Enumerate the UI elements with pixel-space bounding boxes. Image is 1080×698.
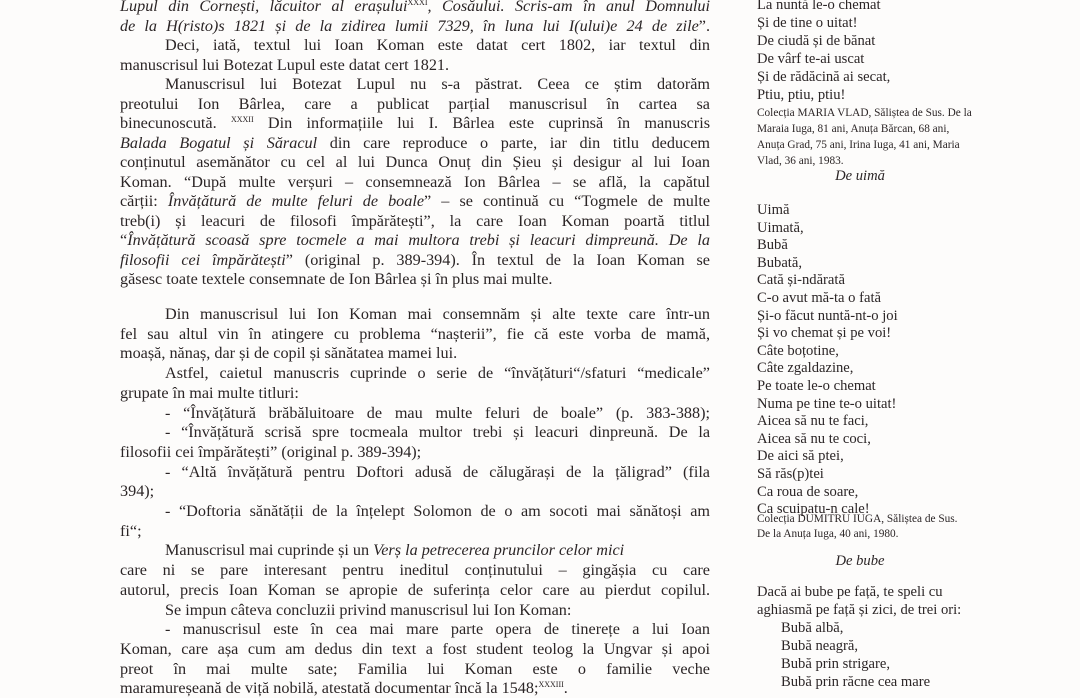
text-segment: , Cosăului. Scris-am în anul Domnului — [427, 0, 711, 15]
verse-line: Și de tine o uitat! — [757, 15, 858, 31]
text-line — [165, 74, 710, 94]
text-segment: Koman, care așa cum am dedus din text a fost student teolog la Ungvar și apoi — [120, 639, 710, 658]
footnote-ref: XXXII — [230, 115, 254, 124]
text-line — [120, 383, 710, 403]
text-segment: preot în mai multe sate; Familia lui Koman este o familie veche — [120, 659, 710, 678]
text-segment: conținutul asemănător cu cel al lui Dunca Onuț din Șieu și desigur al lui Ioan — [120, 153, 710, 171]
text-line — [120, 560, 710, 580]
text-segment: de la H(risto)s 1821 și de la zidirea lumii 7329, în luna lui I(ului)e 24 de zile — [120, 16, 699, 35]
text-line — [120, 442, 710, 462]
text-segment: - “Învățătură brăbăluitoare de mau multe feluri de boale” (p. 383-388); — [165, 403, 710, 422]
verse-line: Bubată, — [757, 254, 802, 271]
text-segment: filosofii cei împărătești” (original p. 389-394); — [120, 442, 422, 461]
verse-line: Bubă albă, — [781, 620, 844, 636]
instruction-line: Dacă ai bube pe față, te speli cu — [757, 584, 943, 600]
verse-line: Câte boțotine, — [757, 342, 839, 359]
text-segment: Deci, iată, textul lui Ioan Koman este datat cert 1802, iar textul din — [165, 36, 710, 54]
text-line — [120, 269, 710, 289]
text-segment: fi“; — [120, 521, 142, 540]
verse-line: Și-o făcut nuntă-nt-o joi — [757, 307, 898, 324]
text-line — [165, 35, 710, 55]
text-segment: grupate în mai multe titluri: — [120, 383, 299, 402]
text-segment: Astfel, caietul manuscris cuprinde o serie de “învățături“/sfaturi “medicale” — [165, 364, 710, 383]
text-segment: găsesc toate textele consemnate de Ion Bârlea și în plus mai multe. — [120, 270, 553, 288]
collection-note: Anuța Grad, 75 ani, Irina Iuga, 41 ani, Maria — [757, 139, 960, 151]
text-segment: maramureșeană de viță nobilă, atestată documentar încă la 1548; — [120, 679, 539, 698]
verse-title: De bube — [835, 553, 885, 569]
verse-line: Bubă — [757, 237, 788, 254]
text-line — [120, 521, 710, 541]
verse-line: Ca roua de soare, — [757, 483, 859, 500]
footnote-ref: XXXI — [407, 0, 428, 7]
text-line — [120, 639, 710, 659]
verse-line: Și de rădăcină ai secat, — [757, 69, 891, 85]
text-line — [165, 422, 710, 442]
text-line — [120, 55, 710, 75]
text-line — [120, 580, 710, 600]
text-line — [165, 501, 710, 521]
collection-note: Colecția MARIA VLAD, Săliștea de Sus. De la — [757, 107, 972, 119]
text-segment: Verș la petrecerea pruncilor celor mici — [373, 541, 625, 560]
text-line — [165, 619, 710, 639]
text-segment: binecunoscută. — [120, 114, 231, 132]
text-segment: manuscrisul lui Botezat Lupul este datat cert 1821. — [120, 55, 450, 74]
verse-line: Numa pe tine te-o uitat! — [757, 395, 897, 412]
collection-note: Colecția DUMITRU IUGA, Săliștea de Sus. — [757, 513, 958, 525]
text-segment: Lupul din Cornești, lăcuitor al erașului — [120, 0, 408, 15]
text-segment: Manuscrisul lui Botezat Lupul nu s-a păstrat. Ceea ce știm datorăm — [165, 75, 710, 93]
text-segment: Din informațiile lui I. Bârlea este cuprinsă în manuscris — [253, 114, 710, 132]
text-segment: - “Învățătură scrisă spre tocmeala multor trebi și leacuri dinpreună. De la — [165, 423, 710, 442]
text-line — [120, 172, 710, 192]
verse-line: Câte zgaldazine, — [757, 360, 854, 377]
collection-note: Vlad, 36 ani, 1983. — [757, 155, 844, 167]
verse-line: Și vo chemat și pe voi! — [757, 325, 892, 342]
text-line — [120, 343, 710, 363]
verse-line: De aici să ptei, — [757, 448, 844, 465]
verse-line: Uimată, — [757, 219, 804, 236]
text-line — [120, 0, 710, 16]
footnote-ref: XXXIII — [538, 680, 564, 690]
verse-title: De uimă — [835, 168, 885, 184]
text-segment: autorul, precis Ioan Koman se apropie de suferința celor care au pierdut copilul. — [120, 580, 710, 599]
text-segment: Balada Bogatul și Săracul — [120, 133, 318, 152]
text-line — [120, 659, 710, 679]
text-line — [120, 678, 710, 698]
verse-line: Ca scuipatu-n cale! — [757, 501, 870, 518]
verse-line: Aicea să nu te coci, — [757, 430, 871, 447]
verse-line: Bubă neagră, — [781, 638, 858, 654]
text-segment: Manuscrisul mai cuprinde și un — [165, 541, 374, 560]
verse-line: Pe toate le-o chemat — [757, 378, 876, 394]
text-line — [120, 250, 710, 270]
text-segment: Koman. “După multe verșuri – consemnează Ion Bârlea – se află, la capătul — [120, 172, 710, 191]
text-segment: ”. — [698, 16, 710, 35]
verse-line: La nuntă le-o chemat — [757, 0, 881, 13]
text-line — [120, 211, 710, 231]
text-segment: moașă, nănaș, dar și de copil și sănătatea mamei lui. — [120, 344, 458, 363]
text-segment: “ — [120, 231, 128, 249]
text-segment: treb(i) și leacuri de filosofi împărătești”, la care Ioan Koman poartă titlul — [120, 211, 710, 230]
text-segment: . — [563, 679, 568, 698]
text-line — [120, 133, 710, 153]
text-segment: Se impun câteva concluzii privind manuscrisul lui Ion Koman: — [165, 600, 572, 619]
verse-line: Ptiu, ptiu, ptiu! — [757, 87, 846, 103]
text-segment: filosofii cei împărătești — [120, 250, 286, 269]
verse-line: Aicea să nu te faci, — [757, 413, 869, 430]
text-segment: - “Doftoria sănătății de la înțelept Solomon de o am socoti mai sănătoși am — [165, 502, 710, 520]
text-line — [120, 230, 710, 250]
text-line — [120, 481, 710, 501]
verse-line: Uimă — [757, 202, 790, 218]
text-line — [120, 191, 710, 211]
collection-note: De la Anuța Iuga, 40 ani, 1980. — [757, 528, 899, 540]
text-line — [165, 363, 710, 383]
text-segment: cărții: — [120, 192, 168, 210]
text-line — [165, 540, 710, 560]
text-line — [165, 462, 710, 482]
verse-line: C-o avut mă-ta o fată — [757, 290, 881, 306]
text-line — [165, 403, 710, 423]
text-segment: 394); — [120, 482, 155, 501]
text-segment: care ni se pare interesant pentru ineditul conținutului – gingășia cu care — [120, 561, 710, 580]
text-segment: - manuscrisul este în cea mai mare parte opera de tinerețe a lui Ioan — [165, 620, 710, 639]
verse-line: Bubă prin strigare, — [781, 656, 891, 672]
text-segment: Învățătură scoasă spre tocmele a mai multora trebi și leacuri dimpreună. De la — [127, 231, 710, 249]
text-line — [120, 16, 710, 36]
text-segment: preotului Ion Bârlea, care a publicat parțial manuscrisul în cartea sa — [120, 94, 710, 113]
verse-line: Să răs(p)tei — [757, 466, 824, 482]
verse-line: Cată și-ndărată — [757, 272, 845, 289]
text-segment: Învățătură de multe feluri de boale — [167, 192, 425, 210]
text-segment: ” – se continuă cu “Togmele de multe — [424, 192, 711, 210]
text-line — [165, 304, 710, 324]
text-segment: Din manuscrisul lui Ion Koman mai consemnăm și alte texte care într-un — [165, 305, 710, 323]
text-segment: din care reproduce o parte, iar din titlu deducem — [317, 133, 710, 152]
text-segment: fel sau altul vin în atingere cu problema “nașterii”, fie că este vorba de mamă, — [120, 324, 710, 343]
text-line — [120, 113, 710, 133]
instruction-line: aghiasmă pe față și zici, de trei ori: — [757, 602, 962, 618]
verse-line: De vârf te-ai uscat — [757, 51, 865, 67]
text-segment: ” (original p. 389-394). În textul de la Ioan Koman se — [285, 250, 710, 269]
text-segment: - “Altă învățătură pentru Doftori adusă de călugărași de la țăligrad” (fila — [165, 462, 710, 481]
text-line — [120, 94, 710, 114]
verse-line: De ciudă și de bănat — [757, 33, 876, 49]
verse-line: Bubă prin răcne cea mare — [781, 674, 931, 690]
collection-note: Maraia Iuga, 81 ani, Anuța Bărcan, 68 ani, — [757, 123, 950, 135]
text-line — [120, 324, 710, 344]
text-line — [120, 152, 710, 172]
text-line — [165, 600, 710, 620]
